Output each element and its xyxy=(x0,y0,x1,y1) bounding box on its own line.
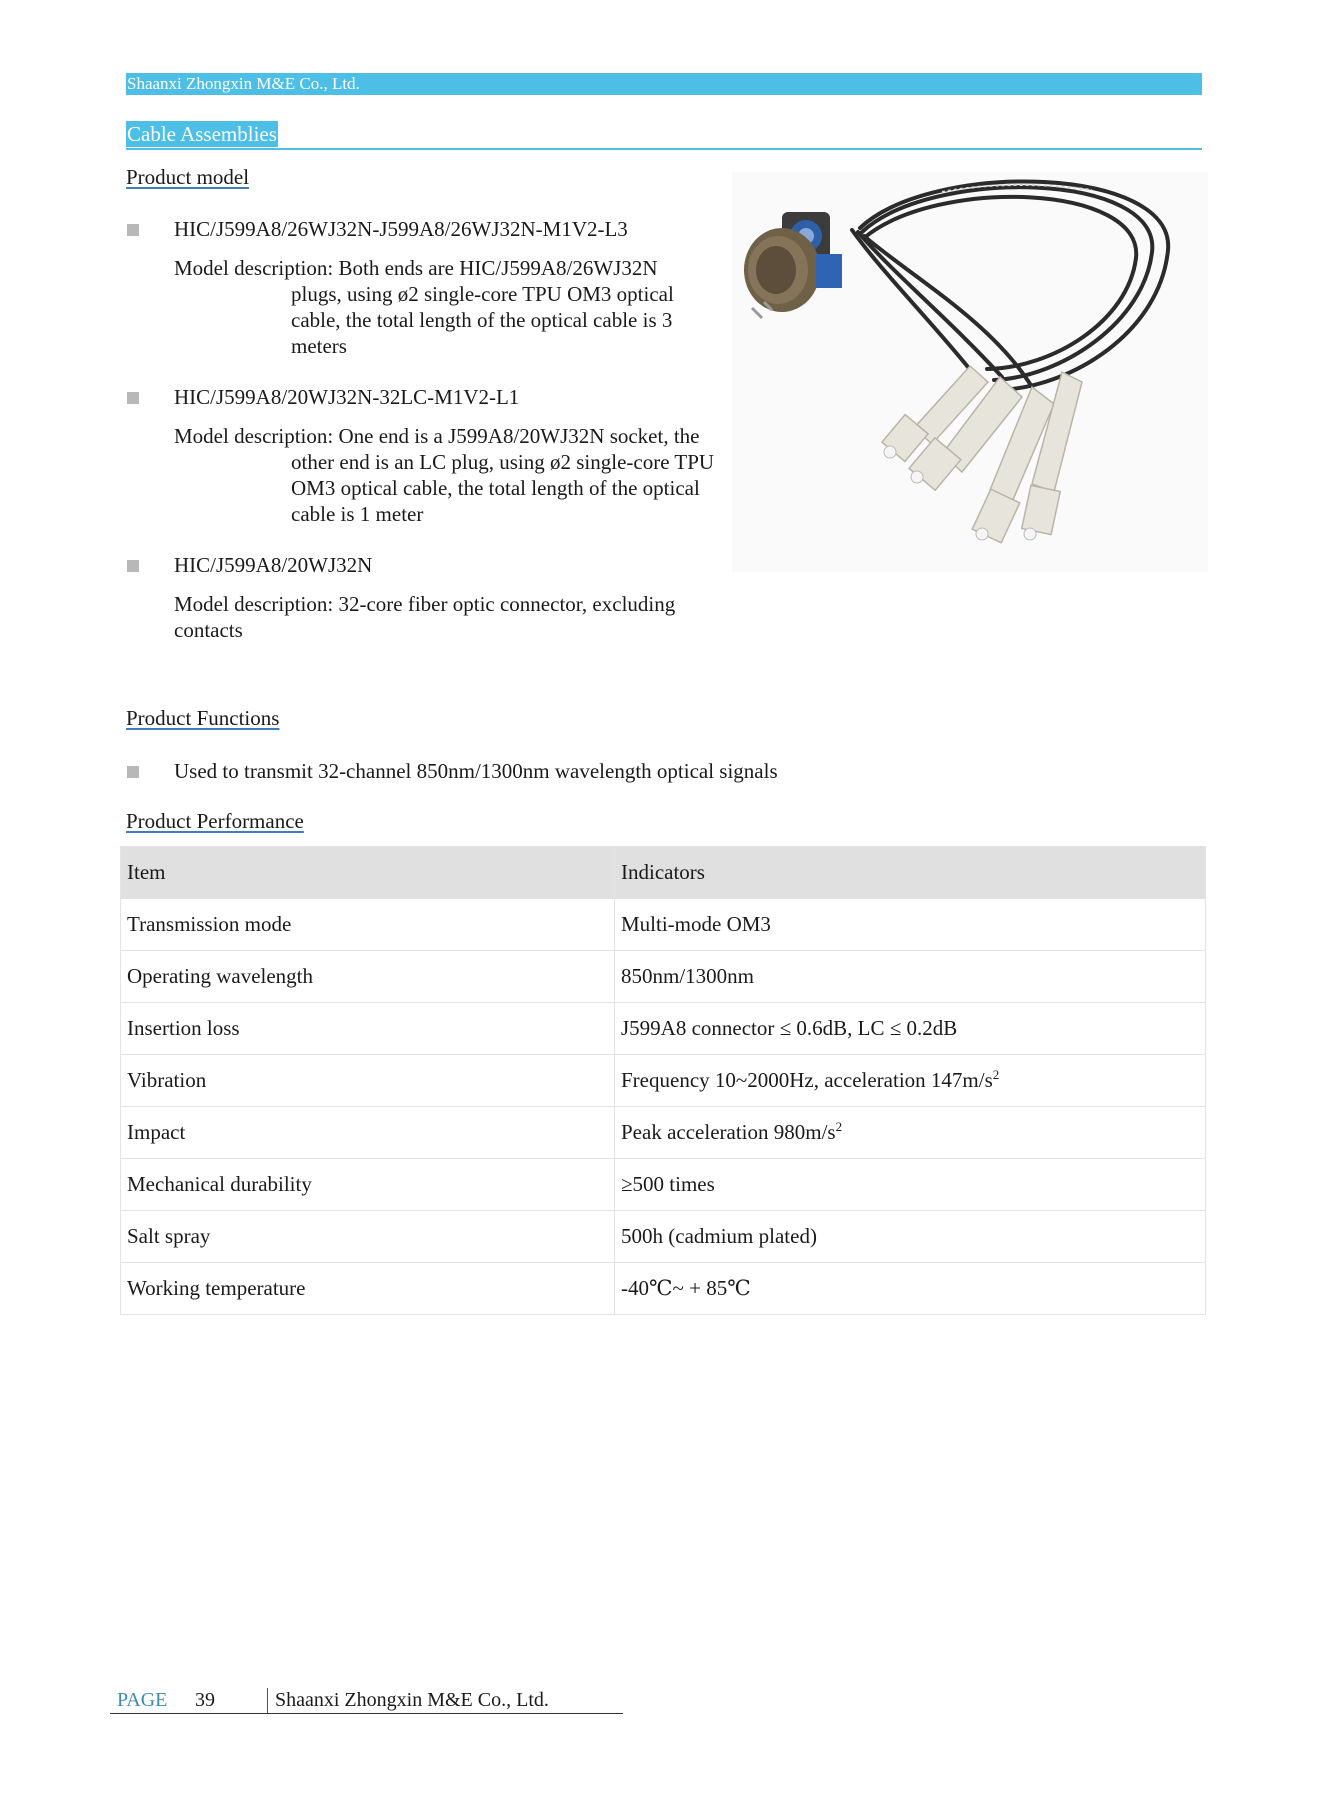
bullet-icon xyxy=(127,766,139,778)
model-description-1 xyxy=(174,255,754,359)
model-description-3 xyxy=(174,591,754,643)
bullet-icon xyxy=(127,392,139,404)
cable-assembly-image xyxy=(732,172,1208,572)
model-description-line: Model description: 32-core fiber optic connector, excluding xyxy=(174,592,676,616)
product-model-heading: Product model xyxy=(126,165,250,189)
indicator-text: Frequency 10~2000Hz, acceleration 147m/s xyxy=(621,1068,993,1092)
table-row xyxy=(121,1159,1206,1211)
table-row xyxy=(121,1263,1206,1315)
table-cell-indicator xyxy=(615,1211,1206,1263)
table-cell-indicator xyxy=(615,1263,1206,1315)
footer-rule xyxy=(110,1713,623,1714)
column-header-item: Item xyxy=(121,847,615,899)
footer-page-number: 39 xyxy=(195,1689,215,1711)
footer-page-label: PAGE xyxy=(117,1689,168,1711)
indicator-text: 500h (cadmium plated) xyxy=(621,1224,817,1248)
indicator-text: ≥500 times xyxy=(621,1172,715,1196)
function-item: Used to transmit 32-channel 850nm/1300nm wavelength optical signals xyxy=(174,759,778,783)
model-title-1: HIC/J599A8/26WJ32N-J599A8/26WJ32N-M1V2-L3 xyxy=(174,217,628,241)
table-row xyxy=(121,899,1206,951)
table-cell-item: Insertion loss xyxy=(121,1003,615,1055)
table-cell-item: Operating wavelength xyxy=(121,951,615,1003)
model-description-line: other end is an LC plug, using ø2 single-core TPU xyxy=(291,450,715,474)
model-description-line: plugs, using ø2 single-core TPU OM3 optical xyxy=(291,282,674,306)
table-cell-indicator xyxy=(615,1107,1206,1159)
model-description-line: Model description: Both ends are HIC/J599A8/26WJ32N xyxy=(174,256,658,280)
indicator-text: Peak acceleration 980m/s xyxy=(621,1120,836,1144)
table-cell-item: Working temperature xyxy=(121,1263,615,1315)
table-cell-item: Mechanical durability xyxy=(121,1159,615,1211)
model-title-3: HIC/J599A8/20WJ32N xyxy=(174,553,373,577)
footer-company: Shaanxi Zhongxin M&E Co., Ltd. xyxy=(275,1689,549,1711)
performance-table xyxy=(120,846,1206,1315)
table-cell-indicator xyxy=(615,1003,1206,1055)
table-cell-item: Salt spray xyxy=(121,1211,615,1263)
product-performance-heading: Product Performance xyxy=(126,809,304,833)
table-cell-indicator xyxy=(615,951,1206,1003)
header-company-bar: Shaanxi Zhongxin M&E Co., Ltd. xyxy=(126,73,1202,95)
model-description-line: OM3 optical cable, the total length of the optical xyxy=(291,476,700,500)
table-cell-item: Impact xyxy=(121,1107,615,1159)
section-divider xyxy=(126,148,1202,150)
bullet-icon xyxy=(127,224,139,236)
model-description-line: Model description: One end is a J599A8/20WJ32N socket, the xyxy=(174,424,700,448)
indicator-text: Multi-mode OM3 xyxy=(621,912,771,936)
footer-separator xyxy=(267,1688,268,1713)
bullet-icon xyxy=(127,560,139,572)
table-cell-item: Transmission mode xyxy=(121,899,615,951)
table-row xyxy=(121,1055,1206,1107)
table-row xyxy=(121,1107,1206,1159)
indicator-text: -40℃~ + 85℃ xyxy=(621,1276,751,1300)
table-row xyxy=(121,1003,1206,1055)
model-description-line: cable is 1 meter xyxy=(291,502,424,526)
model-title-2: HIC/J599A8/20WJ32N-32LC-M1V2-L1 xyxy=(174,385,520,409)
table-header-row xyxy=(121,847,1206,899)
table-row xyxy=(121,951,1206,1003)
table-cell-indicator xyxy=(615,1159,1206,1211)
table-row xyxy=(121,1211,1206,1263)
superscript: 2 xyxy=(992,1067,1000,1082)
model-description-2 xyxy=(174,423,754,527)
model-description-line: contacts xyxy=(174,618,243,642)
column-header-indicators: Indicators xyxy=(615,847,1206,899)
indicator-text: 850nm/1300nm xyxy=(621,964,755,988)
table-cell-indicator xyxy=(615,899,1206,951)
table-cell-indicator xyxy=(615,1055,1206,1107)
model-description-line: meters xyxy=(291,334,347,358)
section-title: Cable Assemblies xyxy=(127,122,277,146)
product-functions-heading: Product Functions xyxy=(126,706,280,730)
table-cell-item: Vibration xyxy=(121,1055,615,1107)
model-description-line: cable, the total length of the optical cable is 3 xyxy=(291,308,673,332)
superscript: 2 xyxy=(835,1119,843,1134)
indicator-text: J599A8 connector ≤ 0.6dB, LC ≤ 0.2dB xyxy=(621,1016,958,1040)
